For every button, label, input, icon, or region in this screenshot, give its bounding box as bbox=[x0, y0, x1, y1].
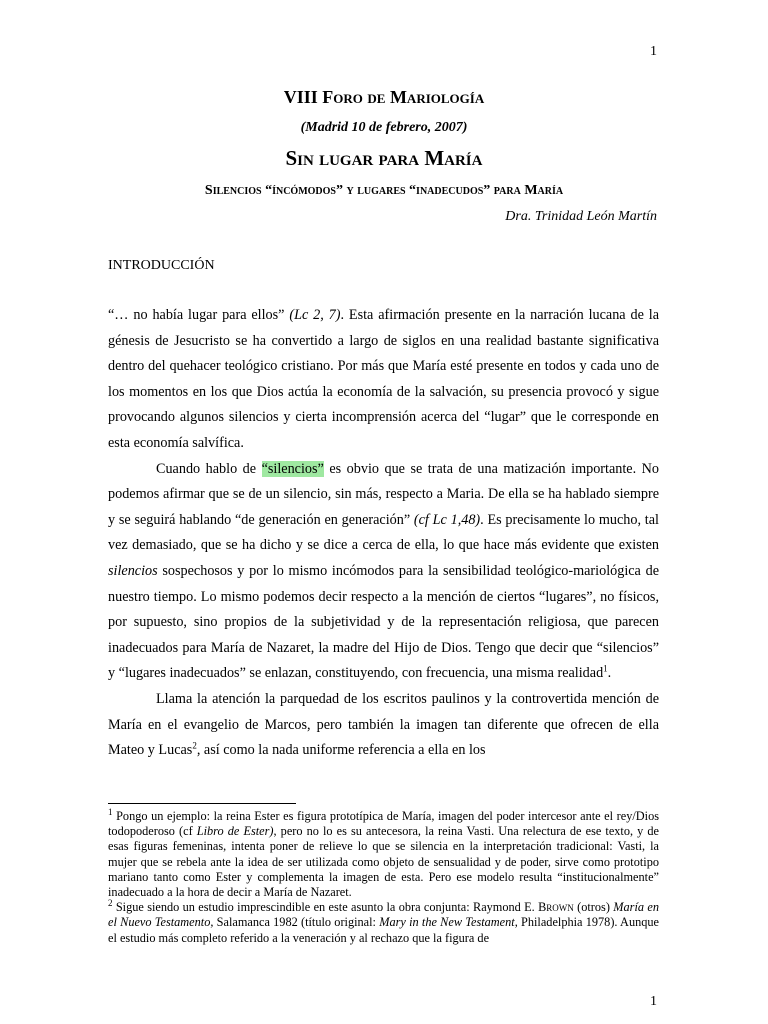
p1-text-a: “… no había lugar para ellos” bbox=[108, 307, 290, 323]
fn2-text-d: , Philadelphia 1978). Aunque el estudio más completo referido a la veneración y al rechazo que la figura de bbox=[108, 915, 659, 945]
p3-text-b: , así como la nada uniforme referencia a ella en los bbox=[196, 742, 486, 759]
paragraph-2 bbox=[108, 457, 659, 687]
fn2-text-b: (otros) bbox=[573, 900, 614, 915]
footnote-1-number: 1 bbox=[108, 806, 113, 817]
p3-text-a: Llama la atención la parquedad de los escritos paulinos y la controvertida mención de María en el evangelio de Marcos, pero también la imagen tan diferente que ofrecen de ella Mateo y Lucas bbox=[108, 690, 659, 759]
footnote-2 bbox=[108, 900, 659, 946]
paragraph-1 bbox=[108, 303, 659, 457]
fn1-text-b: , pero no lo es su antecesora, la reina Vasti. Una relectura de ese texto, y de esas figuras femeninas, intenta poner de relieve lo que se silencia en la interpretación tradicional: Vasti, la mujer que se rebela ante la idea de ser utilizada como objeto de sensualidad y de poder, sirve como prototipo mariano tanto como Ester y complementa la imagen de esta. Pero ese modelo resulta “institucionalmente” inadecuado a la hora de decir a María de Nazaret. bbox=[108, 824, 659, 900]
footnote-1 bbox=[108, 806, 659, 900]
page-number-bottom: 1 bbox=[650, 994, 657, 1009]
p2-text-a: Cuando hablo de bbox=[156, 460, 262, 477]
p1-text-b: . Esta afirmación presente en la narración lucana de la génesis de Jesucristo se ha convertido a largo de siglos en una realidad bastante significativa dentro del quehacer teológico cristiano. Por más que María esté presente en todos y cada uno de los momentos en los que Dios actúa la economía de la salvación, su presencia provocó y sigue provocando algunos silencios y cierta incomprensión acerca del “lugar” que le corresponde en esta economía salvífica. bbox=[108, 307, 659, 451]
fn2-text-a: Sigue siendo un estudio imprescindible en este asunto la obra conjunta: Raymond E. bbox=[112, 900, 539, 915]
p2-text-e: . bbox=[607, 665, 612, 682]
section-heading: INTRODUCCIÓN bbox=[108, 258, 215, 273]
fn2-text-c: Salamanca 1982 (título original: bbox=[213, 915, 380, 930]
footnote-2-number: 2 bbox=[108, 898, 113, 909]
p2-text-c: . Es precisamente lo mucho, tal vez demasiado, que se ha dicho y se dice a cerca de ella, lo que hace más evidente que existen bbox=[108, 511, 659, 554]
p1-reference: (Lc 2, 7) bbox=[289, 307, 341, 323]
p2-text-d: sospechosos y por lo mismo incómodos para la sensibilidad teológico-mariológica de nuestro tiempo. Lo mismo podemos decir respecto a la mención de ciertos “lugares”, no físicos, por supuesto, sino propios de la subjetividad y de la representación religiosa, que parecen inadecuados para María de Nazaret, la madre del Hijo de Dios. Tengo que decir que “silencios” y “lugares inadecuados” se enlazan, constituyendo, con frecuencia, una misma realidad bbox=[108, 562, 659, 682]
fn1-emphasis: Libro de Ester) bbox=[196, 824, 274, 839]
footnote-ref-2[interactable]: 2 bbox=[192, 740, 197, 751]
author: Dra. Trinidad León Martín bbox=[505, 209, 657, 224]
footnote-ref-1[interactable]: 1 bbox=[603, 663, 608, 674]
footnote-divider bbox=[108, 803, 296, 804]
body-text bbox=[108, 303, 659, 764]
fn2-title-en: Mary in the New Testament bbox=[379, 915, 515, 930]
document-subtitle: (Madrid 10 de febrero, 2007) bbox=[300, 120, 468, 135]
p2-reference: (cf Lc 1,48) bbox=[413, 511, 481, 528]
document-title: VIII Foro de Mariología bbox=[283, 87, 485, 107]
footnotes bbox=[108, 806, 659, 946]
fn2-title-es: María en el Nuevo Testamento, bbox=[108, 900, 659, 930]
highlighted-text[interactable]: “silencios” bbox=[261, 460, 324, 477]
fn2-author-name: Brown bbox=[538, 900, 574, 915]
fn1-text-a: Pongo un ejemplo: la reina Ester es figura prototípica de María, imagen del poder intercesor ante el rey/Dios todopoderoso (cf bbox=[108, 809, 659, 839]
p2-emphasis: silencios bbox=[108, 562, 158, 579]
main-title: Sin lugar para María bbox=[285, 146, 483, 170]
sub-heading: Silencios “íncómodos” y lugares “inadecudos” para María bbox=[204, 183, 564, 198]
page-number-top: 1 bbox=[650, 44, 657, 59]
paragraph-3 bbox=[108, 687, 659, 764]
p2-text-b: es obvio que se trata de una matización importante. No podemos afirmar que se de un silencio, sin más, respecto a Maria. De ella se ha hablado siempre y se seguirá hablando “de generación en generación” bbox=[108, 460, 659, 528]
